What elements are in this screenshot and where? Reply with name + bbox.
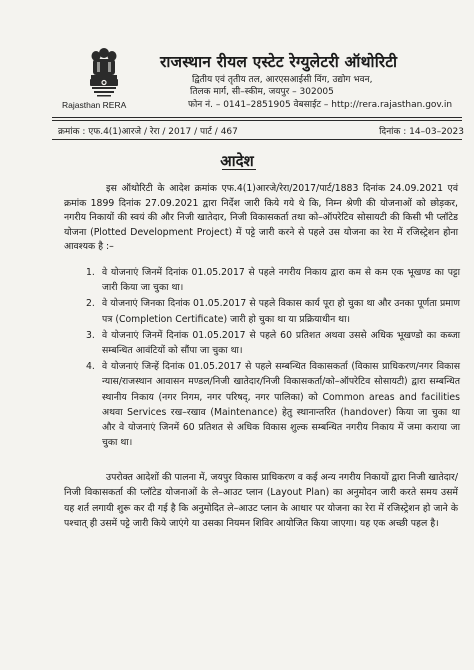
header-divider-bottom xyxy=(52,120,462,121)
reference-divider xyxy=(52,139,462,140)
list-item xyxy=(86,265,460,295)
order-intro-paragraph: इस ऑथोरिटी के आदेश क्रमांक एफ.4(1)आरजे/रेरा/2017/पार्ट/1883 दिनांक 24.09.2021 एवं क्रमांक 1899 दिनांक 27.09.2021 द्वारा निर्देश जारी किये गये थे कि, निम्न श्रेणी की योजनाओं को छोड़कर, नगरीय निकायों की स्वयं की और निजी खातेदार, निजी विकासकर्ता तथा को–ऑपरेटिव सोसायटी की किसी भी प्लॉटेड योजना (Plotted Development Project) में पट्टे जारी करने से पहले उस योजना का रेरा में रजिस्ट्रेशन होना आवश्यक है :– xyxy=(64,183,458,253)
reference-number: क्रमांक : एफ.4(1)आरजे / रेरा / 2017 / पार्ट / 467 xyxy=(58,127,238,137)
list-item-text: वे योजनाएं जिनमें दिनांक 01.05.2017 से पहले 60 प्रतिशत अथवा उससे अधिक भूखण्डो का कब्जा सम्बन्धित आवंटियों को सौंपा जा चुका था। xyxy=(102,329,460,357)
list-item-number: 3. xyxy=(86,329,95,341)
list-item-number: 4. xyxy=(86,361,95,373)
reference-row xyxy=(58,124,464,138)
header-divider-top xyxy=(52,117,462,118)
order-title: आदेश xyxy=(220,152,254,170)
list-item-text: वे योजनाएं जिन्हें दिनांक 01.05.2017 से पहले सम्बन्धित विकासकर्ता (विकास प्राधिकरण/नगर विकास न्यास/राजस्थान आवासन मण्डल/निजी खातेदार/निजी विकासकर्ता/को–ऑपरेटिव सोसायटी) द्वारा सम्बन्धित स्थानीय निकाय (नगर निगम, नगर परिषद्, नगर पालिका) को Common areas and facilities अथवा Services रख–रखाव (Maintenance) हेतु स्थानान्तरित (handover) किया जा चुका था और वे योजनाएं जिनमें 60 प्रतिशत से अधिक विकास शुल्क सम्बन्धित नगरीय निकाय में जमा कराया जा चुका था। xyxy=(102,361,460,449)
list-item-text: वे योजनाएं जिनमें दिनांक 01.05.2017 से पहले नगरीय निकाय द्वारा कम से कम एक भूखण्ड का पट्टा जारी किया जा चुका था। xyxy=(102,267,460,294)
organization-title: राजस्थान रीयल एस्टेट रेग्युलेटरी ऑथोरिटी xyxy=(160,53,398,71)
logo-label: Rajasthan RERA xyxy=(62,100,127,110)
contact-line: फोन नं. – 0141–2851905 वेबसाईट – http://rera.rajasthan.gov.in xyxy=(188,100,453,110)
address-line-2: तिलक मार्ग, सी–स्कीम, जयपुर – 302005 xyxy=(190,87,334,97)
order-followup-paragraph: उपरोक्त आदेशों की पालना में, जयपुर विकास प्राधिकरण व कई अन्य नगरीय निकायों द्वारा निजी खातेदार/निजी विकासकर्ता की प्लॉटेड योजनाओं के ले–आउट प्लान (Layout Plan) का अनुमोदन जारी करते समय उसमें यह शर्त लगायी शुरू कर दी गई है कि अनुमोदित ले–आउट प्लान के आधार पर योजना का रेरा में रजिस्ट्रेशन हो जाने के पश्चात् ही उसमें पट्टे जारी किये जाएंगे या उसका नियमन शिविर आयोजित किया जाएगा। यह एक अच्छी पहल है। xyxy=(64,472,458,530)
address-line-1: द्वितीय एवं तृतीय तल, आरएसआईसी विंग, उद्योग भवन, xyxy=(192,75,373,85)
letterhead xyxy=(0,0,474,108)
list-item-number: 2. xyxy=(86,298,95,310)
reference-date: दिनांक : 14–03–2023 xyxy=(379,127,464,137)
order-title-underline xyxy=(222,169,256,170)
state-emblem-icon xyxy=(86,46,122,102)
list-item-number: 1. xyxy=(86,267,95,278)
list-item xyxy=(86,296,460,326)
list-item xyxy=(86,359,460,450)
list-item xyxy=(86,328,460,358)
exempt-schemes-list xyxy=(86,265,460,451)
list-item-text: वे योजनाएं जिनका दिनांक 01.05.2017 से पहले विकास कार्य पूरा हो चुका था और उनका पूर्णता प्रमाण पत्र (Completion Certificate) जारी हो चुका था या प्रक्रियाधीन था। xyxy=(102,298,460,325)
